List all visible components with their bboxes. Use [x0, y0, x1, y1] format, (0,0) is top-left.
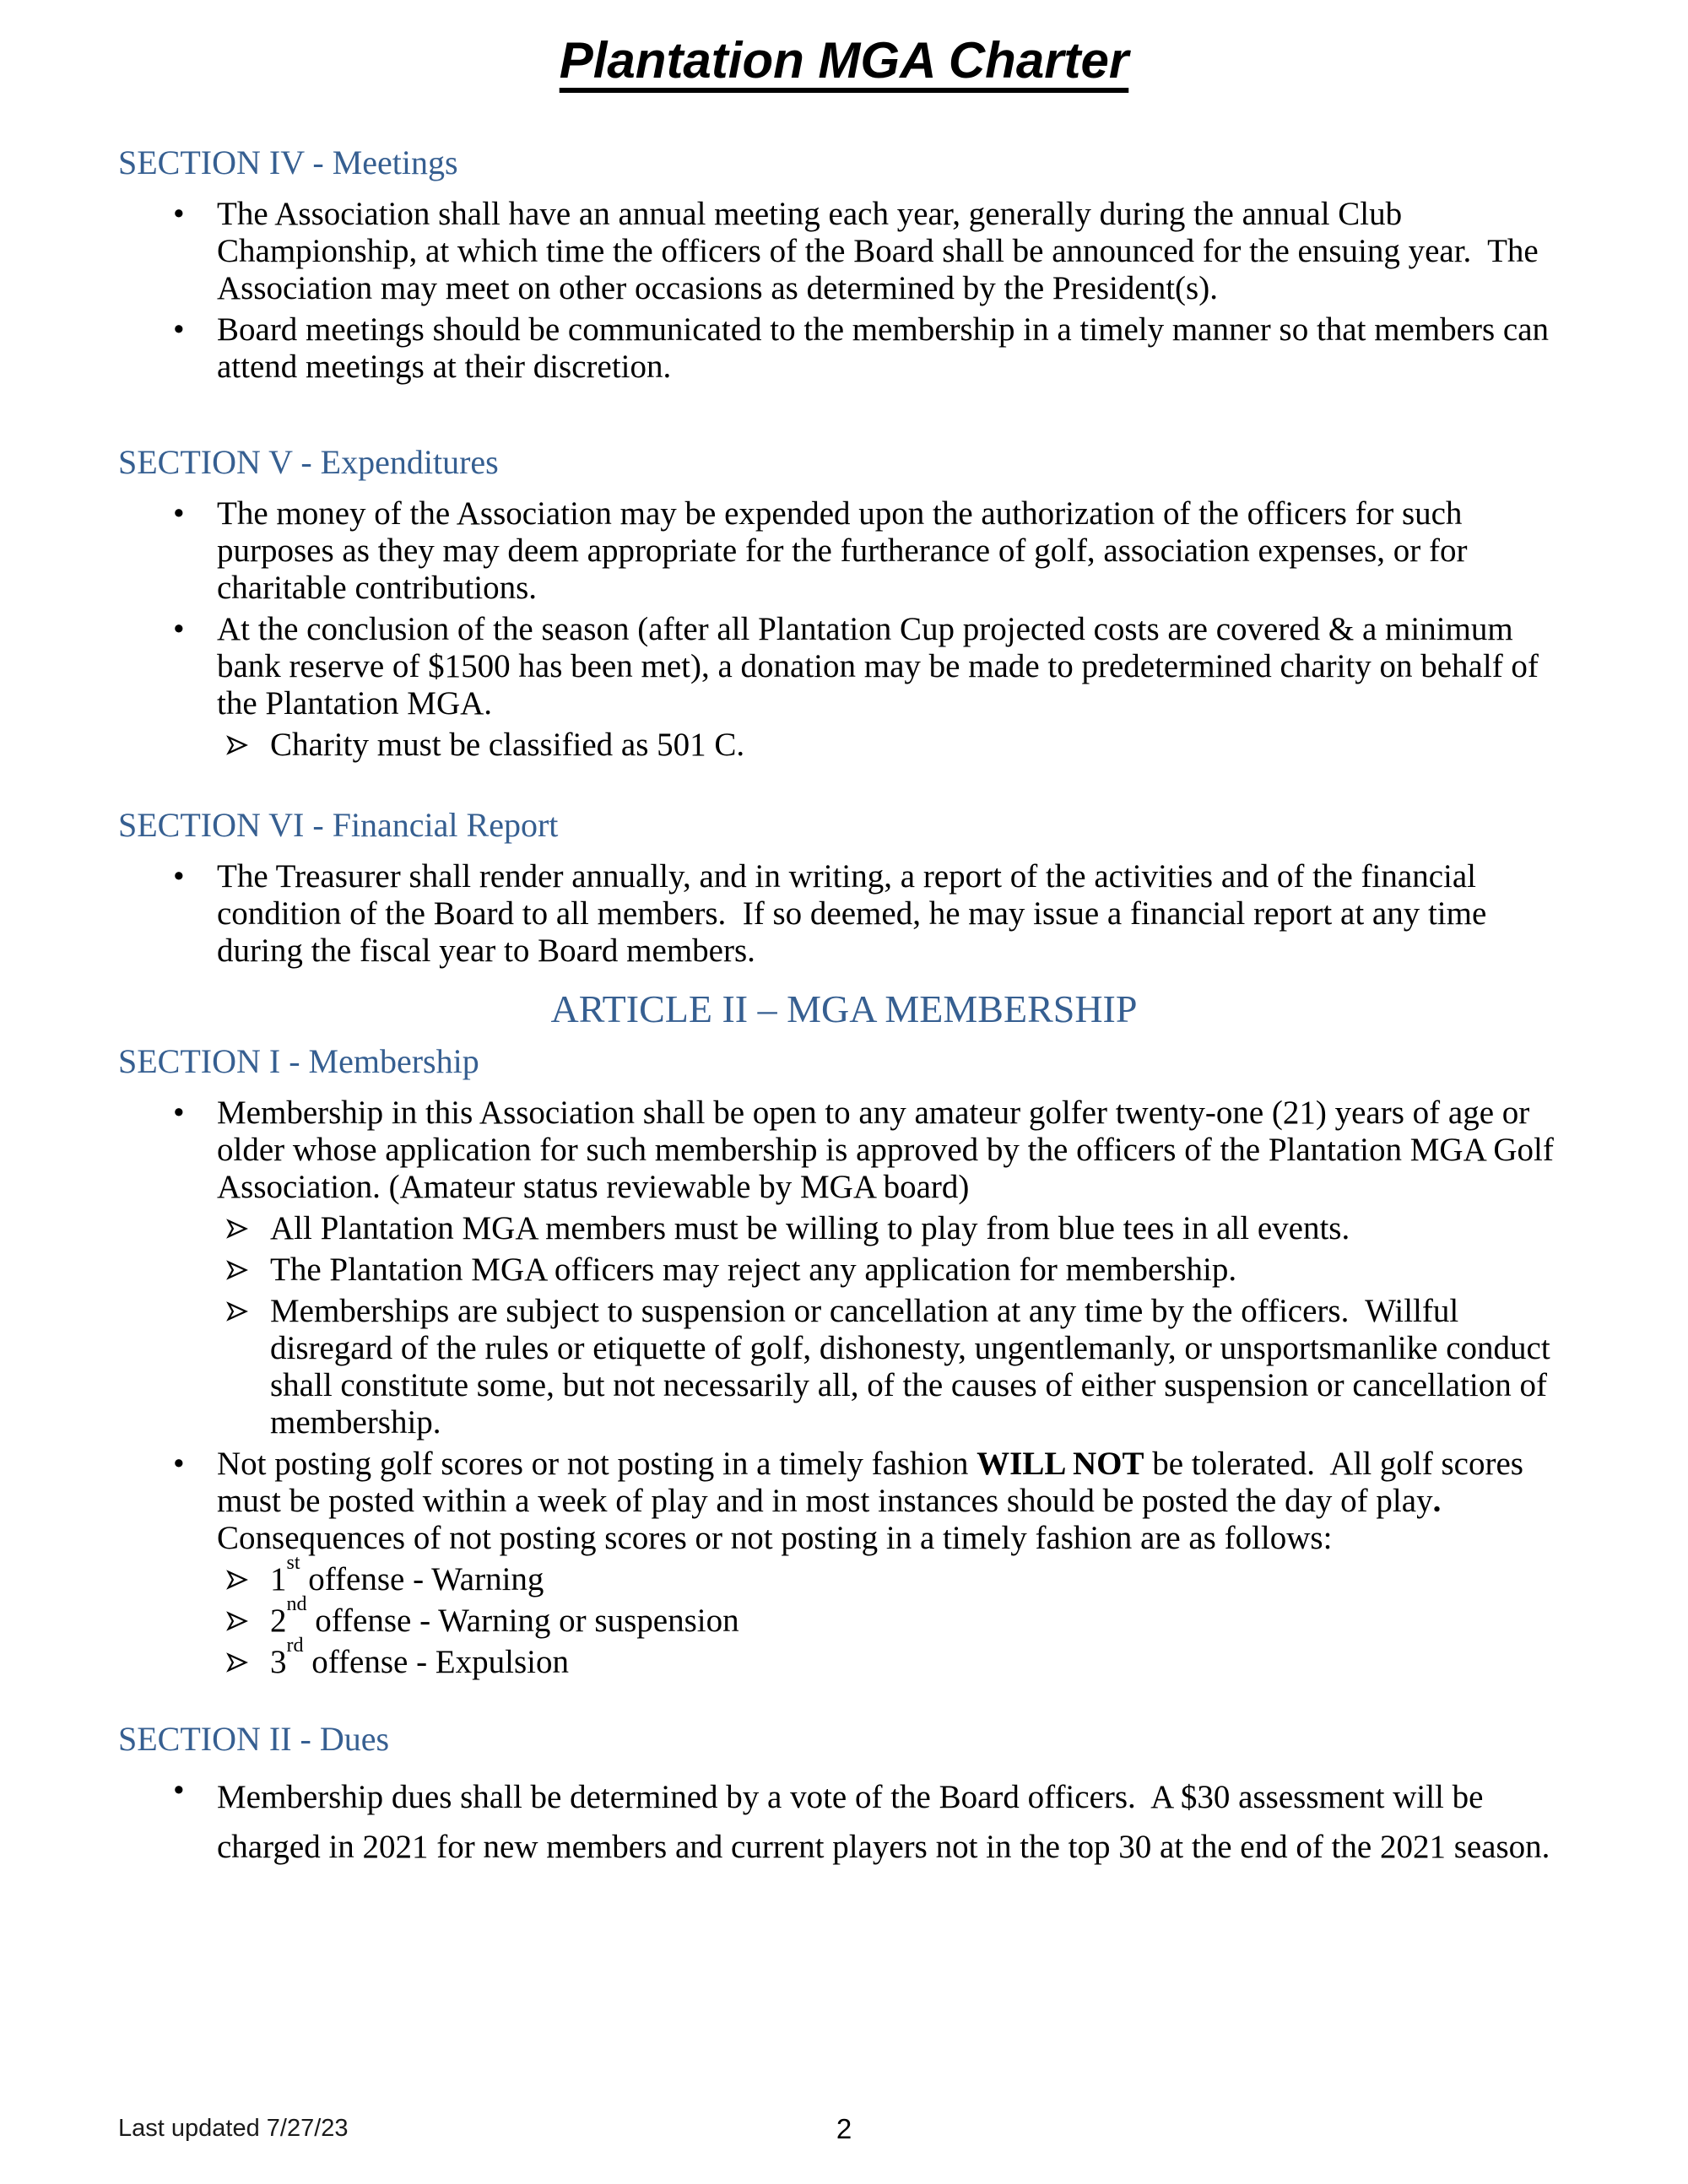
- footer-last-updated: Last updated 7/27/23: [118, 2115, 349, 2142]
- text-run: offense - Warning: [300, 1561, 544, 1597]
- text-run: offense - Warning or suspension: [306, 1603, 739, 1639]
- bullet-text: The Treasurer shall render annually, and in writing, a report of the activities and of the financial condition of the Board to all members. If so deemed, he may issue a financial report at any time during the fiscal year to Board members.: [217, 858, 1496, 969]
- ordinal-suffix: rd: [286, 1635, 304, 1657]
- arrow-bullet-icon: [225, 727, 270, 764]
- article-ii-heading: ARTICLE II – MGA MEMBERSHIP: [550, 987, 1138, 1030]
- text-run: offense - Expulsion: [303, 1644, 569, 1680]
- sub-bullet-item: [118, 727, 1570, 764]
- bullet-text-rich: [217, 1446, 1570, 1557]
- bullet-dot-icon: •: [173, 1095, 185, 1131]
- sub-bullet-item: [118, 1251, 1570, 1289]
- page-title: [118, 30, 1570, 91]
- bold-text-run: .: [1432, 1483, 1442, 1519]
- bullet-text: Membership dues shall be determined by a vote of the Board officers. A $30 assessment will be charged in 2021 for new members and current players not in the top 30 at the end of the 2021 season.: [217, 1779, 1550, 1865]
- bullet-text: At the conclusion of the season (after all Plantation Cup projected costs are covered & a minimum bank reserve of $1500 has been met), a donation may be made to predetermined charity on behalf of the Plantation MGA.: [217, 611, 1547, 722]
- bullet-dot-icon: •: [173, 1446, 185, 1482]
- ordinal-number: 1: [270, 1561, 287, 1597]
- bullet-item: [118, 1772, 1570, 1872]
- bullet-dot-icon: •: [173, 196, 185, 232]
- section-ii-heading: SECTION II - Dues: [118, 1720, 390, 1758]
- bullet-text: The Association shall have an annual meeting each year, generally during the annual Club Championship, at which time the officers of the Board shall be announced for the ensuing year. The Association may meet on other occasions as determined by the President(s).: [217, 196, 1545, 306]
- bullet-dot-icon: •: [173, 858, 185, 895]
- sub-bullet-item: [118, 1552, 1570, 1598]
- section-v-heading: SECTION V - Expenditures: [118, 443, 499, 481]
- section-financial-report: [118, 806, 1570, 970]
- bullet-dot-icon: •: [173, 1772, 185, 1808]
- offense-text: [270, 1552, 1570, 1598]
- sub-bullet-text: Charity must be classified as 501 C.: [270, 727, 745, 763]
- sub-bullet-item: [118, 1593, 1570, 1640]
- sub-bullet-item: [118, 1293, 1570, 1441]
- arrow-bullet-icon: [225, 1293, 270, 1441]
- bullet-item: [118, 1095, 1570, 1206]
- page-number: 2: [836, 2113, 852, 2144]
- bullet-item: [118, 495, 1570, 607]
- section-membership: [118, 1042, 1570, 1681]
- section-expenditures: [118, 443, 1570, 764]
- bullet-dot-icon: •: [173, 311, 185, 348]
- section-meetings: [118, 143, 1570, 386]
- ordinal-number: 3: [270, 1644, 287, 1680]
- bullet-dot-icon: •: [173, 611, 185, 647]
- arrow-bullet-icon: [225, 1603, 270, 1640]
- section-dues: [118, 1720, 1570, 1872]
- bullet-item: [118, 858, 1570, 970]
- arrow-bullet-icon: [225, 1644, 270, 1681]
- offense-text: [270, 1593, 1570, 1640]
- ordinal-suffix: nd: [286, 1593, 307, 1616]
- section-iv-heading: SECTION IV - Meetings: [118, 143, 458, 181]
- bullet-text: The money of the Association may be expended upon the authorization of the officers for such purposes as they may deem appropriate for the furtherance of golf, association expenses, or for charitable contributions.: [217, 495, 1476, 606]
- text-run: Consequences of not posting scores or not posting in a timely fashion are as follows:: [217, 1483, 1458, 1556]
- section-vi-heading: SECTION VI - Financial Report: [118, 806, 559, 844]
- text-run: Not posting golf scores or not posting in a timely fashion: [217, 1446, 977, 1482]
- bold-text-run: WILL NOT: [977, 1446, 1144, 1482]
- section-i-heading: SECTION I - Membership: [118, 1042, 479, 1080]
- text-run: be tolerated. All golf scores must be posted within a week of play and in most instances should be posted the day of play: [217, 1446, 1532, 1519]
- sub-bullet-text: All Plantation MGA members must be willing to play from blue tees in all events.: [270, 1210, 1350, 1246]
- ordinal-suffix: st: [286, 1552, 300, 1575]
- sub-bullet-item: [118, 1210, 1570, 1247]
- offense-text: [270, 1635, 1570, 1681]
- arrow-bullet-icon: [225, 1251, 270, 1289]
- page-title-text: Plantation MGA Charter: [559, 32, 1129, 89]
- arrow-bullet-icon: [225, 1210, 270, 1247]
- bullet-text: Board meetings should be communicated to the membership in a timely manner so that members can attend meetings at their discretion.: [217, 311, 1557, 385]
- bullet-text: Membership in this Association shall be open to any amateur golfer twenty-one (21) years of age or older whose application for such membership is approved by the officers of the Plantation MGA Golf Association. (Amateur status reviewable by MGA board): [217, 1095, 1561, 1205]
- sub-bullet-text: Memberships are subject to suspension or cancellation at any time by the officers. Willful disregard of the rules or etiquette of golf, dishonesty, ungentlemanly, or unsportsmanlike conduct shall constitute some, but not necessarily all, of the causes of either suspension or cancellation of membership.: [270, 1293, 1559, 1441]
- bullet-item: [118, 611, 1570, 722]
- bullet-item: [118, 196, 1570, 307]
- bullet-dot-icon: •: [173, 495, 185, 532]
- arrow-bullet-icon: [225, 1561, 270, 1598]
- sub-bullet-text: The Plantation MGA officers may reject any application for membership.: [270, 1251, 1237, 1288]
- page-footer: [0, 2108, 1688, 2167]
- bullet-item: [118, 1446, 1570, 1557]
- sub-bullet-item: [118, 1635, 1570, 1681]
- ordinal-number: 2: [270, 1603, 287, 1639]
- bullet-item: [118, 311, 1570, 386]
